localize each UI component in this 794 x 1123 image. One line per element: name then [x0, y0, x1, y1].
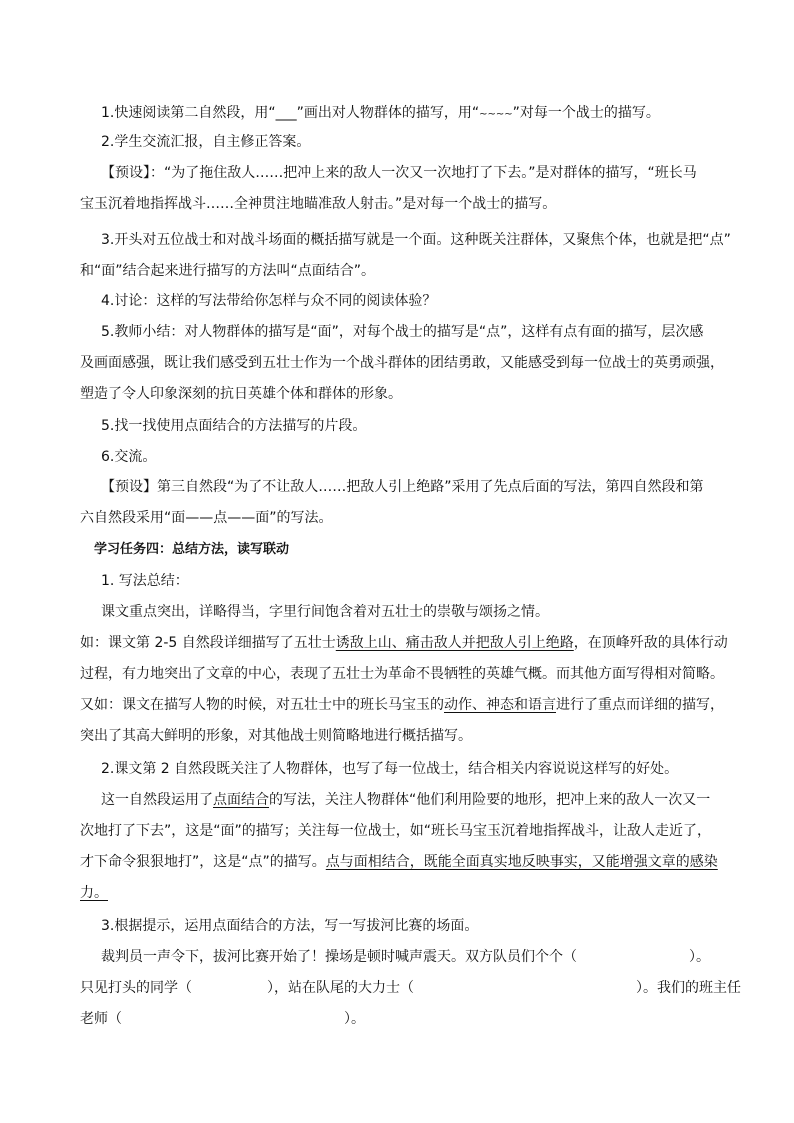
task-4-heading: 学习任务四：总结方法，读写联动: [94, 542, 290, 557]
straight-line-marker: ___: [275, 105, 297, 121]
question-3-line-1: [101, 947, 710, 967]
item-1-text-a: 1.快速阅读第二自然段，用“: [101, 105, 276, 121]
item-5-line-2: 及画面感强，既让我们感受到五壮士作为一个战斗群体的团结勇敢，又能感受到每一位战士的英勇顽强，: [80, 355, 724, 371]
example-1-text-b: ，在顶峰歼敌的具体行动: [573, 635, 728, 651]
summary-heading: 1. 写法总结：: [101, 573, 189, 589]
summary-example-2-line-1: [80, 695, 724, 715]
q3-text-c: 只见打头的同学（: [80, 980, 192, 996]
q2-text-c: 才下命令狠狠地打”，这是“点”的描写。: [80, 854, 326, 870]
q2-underlined-method: 点面结合: [213, 792, 269, 808]
item-3-line-1: 3.开头对五位战士和对战斗场面的概括描写就是一个面。这种既关注群体，又聚焦个体，也就是把“点”: [101, 232, 731, 248]
q3-text-f: 老师（: [80, 1011, 122, 1027]
item-5b: 5.找一找使用点面结合的方法描写的片段。: [101, 418, 367, 434]
item-5-line-1: 5.教师小结：对人物群体的描写是“面”，对每个战士的描写是“点”，这样有点有面的描写，层次感: [101, 324, 704, 340]
q3-text-d: ），站在队尾的大力士（: [267, 980, 414, 996]
preset-1-line-2: 宝玉沉着地指挥战斗……全神贯注地瞄准敌人射击。”是对每一个战士的描写。: [80, 196, 557, 212]
item-1-text-e: ”对每一个战士的描写。: [512, 105, 660, 121]
item-4: 4.讨论：这样的写法带给你怎样与众不同的阅读体验？: [101, 293, 437, 309]
example-2-text-a: 又如：课文在描写人物的时候，对五壮士中的班长马宝玉的: [80, 697, 444, 713]
wavy-line-marker: ~~~~: [479, 109, 513, 120]
question-2-answer-line-2: 次地打了下去”，这是“面”的描写；关注每一位战士，如“班长马宝玉沉着地指挥战斗，让敌人走近了，: [80, 823, 712, 839]
q3-text-b: ）。: [689, 949, 710, 965]
question-2-heading: 2.课文第 2 自然段既关注了人物群体，也写了每一位战士，结合相关内容说说这样写的好处。: [101, 761, 679, 777]
question-2-answer-line-3: [80, 852, 718, 872]
preset-2-line-1: 【预设】第三自然段“为了不让敌人……把敌人引上绝路”采用了先点后面的写法，第四自然段和第: [101, 479, 704, 495]
q3-text-g: ）。: [344, 1011, 365, 1027]
summary-example-2-line-2: 突出了其高大鲜明的形象，对其他战士则简略地进行概括描写。: [80, 728, 472, 744]
item-1-line: [101, 103, 660, 125]
q2-text-a: 这一自然段运用了: [101, 792, 213, 808]
example-1-text-a: 如：课文第 2-5 自然段详细描写了五壮士: [80, 635, 336, 651]
summary-example-1-line-1: [80, 633, 728, 653]
question-3-line-2: [80, 978, 741, 998]
question-3-line-3: [80, 1009, 365, 1029]
item-3-line-2: 和“面”结合起来进行描写的方法叫“点面结合”。: [80, 263, 376, 279]
q2-underlined-conclusion-end: 力。: [80, 885, 108, 901]
item-5-line-3: 塑造了令人印象深刻的抗日英雄个体和群体的形象。: [80, 386, 402, 402]
question-2-answer-line-4: [80, 883, 108, 903]
item-1-text-c: ”画出对人物群体的描写，用“: [296, 105, 480, 121]
preset-1-line-1: 【预设】：“为了拖住敌人……把冲上来的敌人一次又一次地打了下去。”是对群体的描写，“班长马: [101, 165, 697, 181]
example-2-text-b: 进行了重点而详细的描写，: [556, 697, 724, 713]
question-2-answer-line-1: [101, 790, 710, 810]
example-2-underlined: 动作、神态和语言: [444, 697, 556, 713]
example-1-underlined: 诱敌上山、痛击敌人并把敌人引上绝路: [335, 635, 574, 651]
summary-example-1-line-2: 过程，有力地突出了文章的中心，表现了五壮士为革命不畏牺牲的英雄气概。而其他方面写得相对简略。: [80, 666, 724, 682]
item-6: 6.交流。: [101, 449, 157, 465]
item-2: 2.学生交流汇报，自主修正答案。: [101, 134, 311, 150]
q3-text-e: ）。我们的班主任: [636, 980, 741, 996]
question-3-heading: 3.根据提示，运用点面结合的方法，写一写拔河比赛的场面。: [101, 918, 479, 934]
preset-2-line-2: 六自然段采用“面——点——面”的写法。: [80, 510, 333, 526]
q3-text-a: 裁判员一声令下，拔河比赛开始了！操场是顿时喊声震天。双方队员们个个（: [101, 949, 577, 965]
summary-intro: 课文重点突出，详略得当，字里行间饱含着对五壮士的崇敬与颂扬之情。: [101, 604, 549, 620]
q2-underlined-conclusion: 点与面相结合，既能全面真实地反映事实，又能增强文章的感染: [325, 854, 718, 870]
q2-text-b: 的写法，关注人物群体“他们利用险要的地形，把冲上来的敌人一次又一: [269, 792, 711, 808]
